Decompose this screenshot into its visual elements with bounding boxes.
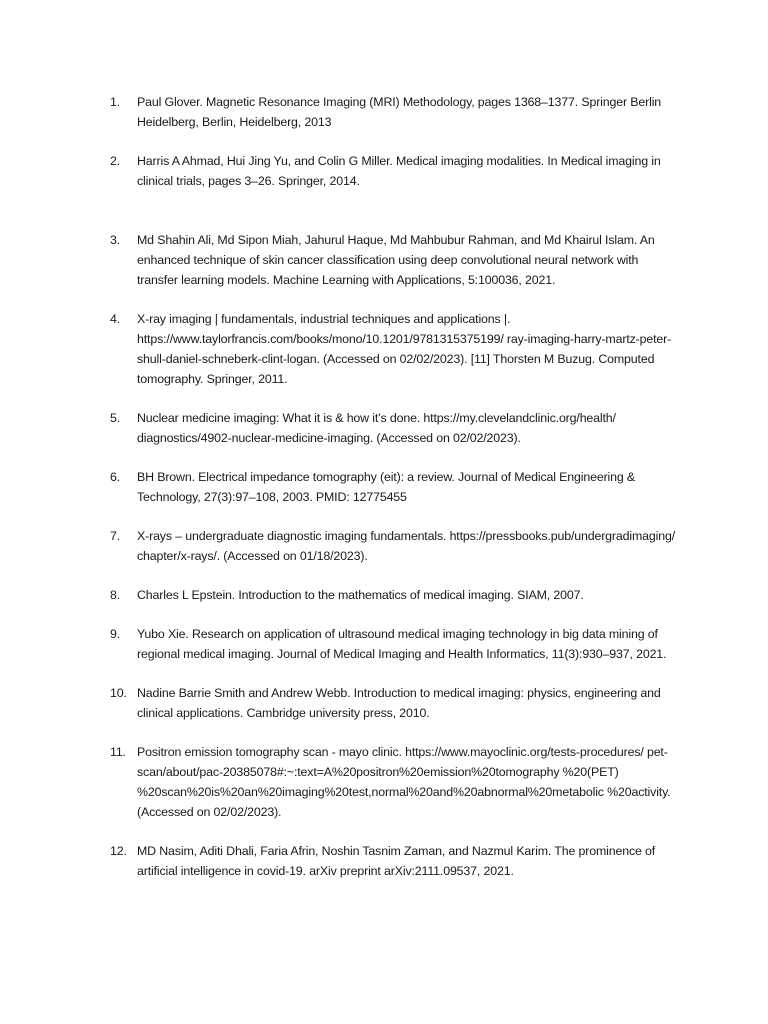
reference-number: 8. [110,588,121,602]
reference-item [110,526,680,566]
reference-number: 10. [110,686,127,700]
reference-item [110,683,680,723]
reference-text: Harris A Ahmad, Hui Jing Yu, and Colin G Miller. Medical imaging modalities. In Medical imaging in clinical trials, pages 3–26. Springer, 2014. [137,154,661,188]
reference-number: 7. [110,529,121,543]
reference-text: Md Shahin Ali, Md Sipon Miah, Jahurul Haque, Md Mahbubur Rahman, and Md Khairul Islam. An enhanced technique of skin cancer classification using deep convolutional neural network with transfer learning models. Machine Learning with Applications, 5:100036, 2021. [137,233,655,287]
reference-item [110,742,680,822]
reference-number: 2. [110,154,121,168]
reference-number: 9. [110,627,121,641]
reference-item [110,151,680,191]
reference-number: 5. [110,411,121,425]
reference-item [110,467,680,507]
reference-text: Charles L Epstein. Introduction to the mathematics of medical imaging. SIAM, 2007. [137,588,584,602]
reference-item [110,92,680,132]
reference-number: 6. [110,470,121,484]
reference-list [110,92,680,881]
reference-text: Paul Glover. Magnetic Resonance Imaging (MRI) Methodology, pages 1368–1377. Springer Berlin Heidelberg, Berlin, Heidelberg, 2013 [137,95,662,129]
reference-item [110,624,680,664]
reference-number: 4. [110,312,121,326]
reference-text: Positron emission tomography scan - mayo clinic. https://www.mayoclinic.org/tests-procedures/ pet-scan/about/pac-20385078#:~:text=A%20positron%20emission%20tomography %20(PET) %20scan%20is%20an%20imaging%20test,normal%20and%20abnormal%20metabolic %20activity. (Accessed on 02/02/2023). [137,745,671,819]
reference-text: Nuclear medicine imaging: What it is & how it’s done. https://my.clevelandclinic.org/health/ diagnostics/4902-nuclear-medicine-imaging. (Accessed on 02/02/2023). [137,411,616,445]
reference-item [110,230,680,290]
reference-text: MD Nasim, Aditi Dhali, Faria Afrin, Noshin Tasnim Zaman, and Nazmul Karim. The prominence of artificial intelligence in covid-19. arXiv preprint arXiv:2111.09537, 2021. [137,844,656,878]
reference-number: 3. [110,233,121,247]
reference-item [110,408,680,448]
reference-text: X-rays – undergraduate diagnostic imaging fundamentals. https://pressbooks.pub/undergradimaging/ chapter/x-rays/. (Accessed on 01/18/2023). [137,529,676,563]
reference-number: 1. [110,95,121,109]
reference-item [110,585,680,605]
reference-text: Nadine Barrie Smith and Andrew Webb. Introduction to medical imaging: physics, engineering and clinical applications. Cambridge university press, 2010. [137,686,661,720]
reference-item [110,841,680,881]
reference-text: X-ray imaging | fundamentals, industrial techniques and applications |. https://www.taylorfrancis.com/books/mono/10.1201/9781315375199/ ray-imaging-harry-martz-peter-shull-daniel-schneberk-clint-logan. (Accessed on 02/02/2023). [11] Thorsten M Buzug. Computed tomography. Springer, 2011. [137,312,672,386]
reference-text: BH Brown. Electrical impedance tomography (eit): a review. Journal of Medical Engineering & Technology, 27(3):97–108, 2003. PMID: 12775455 [137,470,636,504]
reference-number: 12. [110,844,127,858]
reference-number: 11. [110,745,126,759]
reference-item [110,309,680,389]
reference-text: Yubo Xie. Research on application of ultrasound medical imaging technology in big data mining of regional medical imaging. Journal of Medical Imaging and Health Informatics, 11(3):930–937, 2021. [137,627,667,661]
